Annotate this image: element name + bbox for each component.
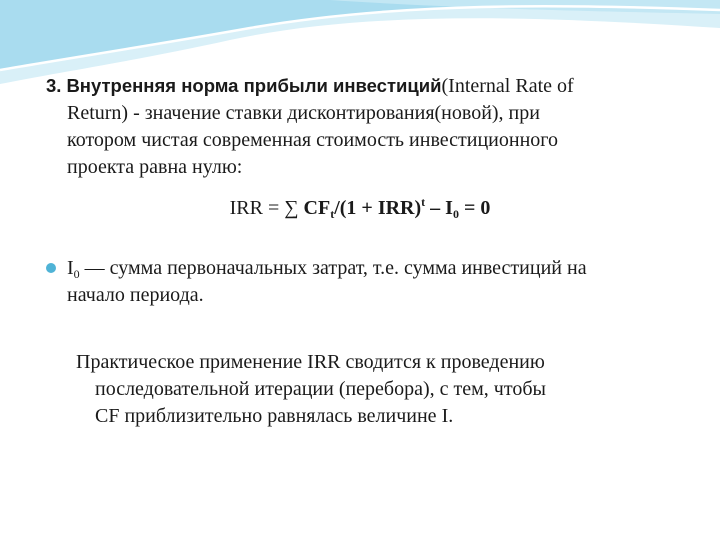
heading-number: 3. — [46, 75, 62, 96]
paragraph-line-1: Практическое применение IRR сводится к проведению — [76, 351, 545, 373]
heading-line-3: котором чистая современная стоимость инвестиционного — [67, 129, 558, 151]
heading-title: Внутренняя норма прибыли инвестиций — [66, 75, 442, 96]
heading-line-4: проекта равна нулю: — [67, 156, 243, 178]
heading-line-1 — [46, 74, 574, 98]
bullet-line-2: начало периода. — [67, 284, 204, 306]
bullet-dot-icon — [46, 263, 56, 273]
bullet-line-1: $I_0$ — сумма первоначальных затрат, т.е. сумма инвестиций на — [67, 257, 587, 281]
paragraph-line-3: CF приблизительно равнялась величине I. — [95, 405, 454, 427]
heading-title-english: (Internal Rate of — [441, 75, 574, 97]
paragraph-line-2: последовательной итерации (перебора), с тем, чтобы — [95, 378, 546, 400]
heading-line-2: Return) - значение ставки дисконтирования(новой), при — [67, 102, 540, 124]
irr-formula: IRR = ∑ $CF_t/(1 + IRR)^t - I_0 = 0$ — [229, 195, 491, 221]
